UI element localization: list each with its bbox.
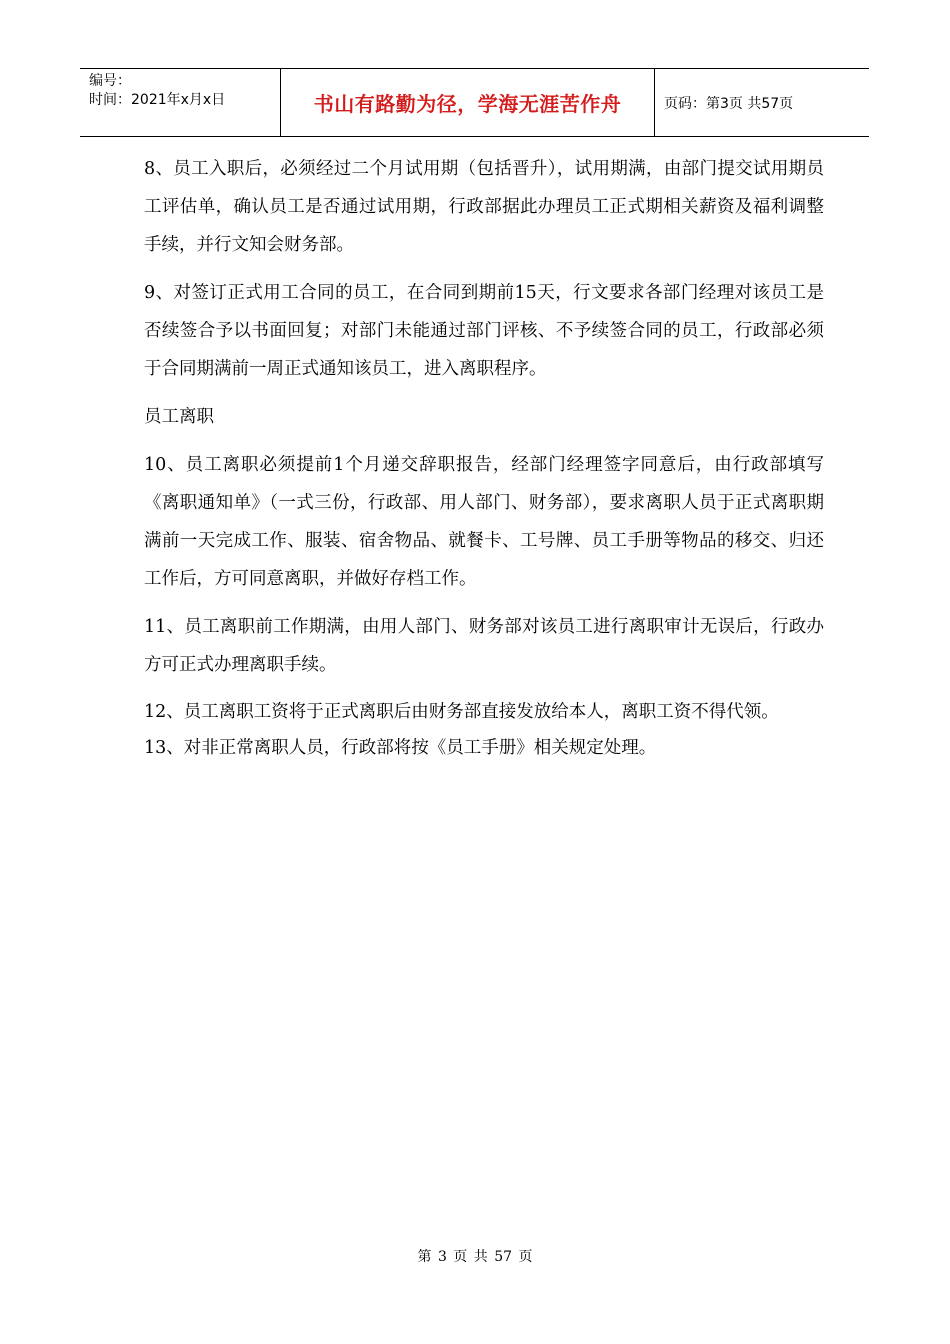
header-motto: 书山有路勤为径，学海无涯苦作舟: [281, 69, 655, 136]
paragraph-item-11: 11、员工离职前工作期满，由用人部门、财务部对该员工进行离职审计无误后，行政办方可正式办理离职手续。: [144, 617, 824, 675]
header-page-info: 页码：第3页 共57页: [664, 95, 794, 112]
page-footer: 第 3 页 共 57 页: [417, 1249, 533, 1265]
page-header: [80, 68, 869, 137]
document-number-label: 编号：: [89, 73, 131, 89]
section-heading-resignation: 员工离职: [144, 407, 214, 427]
paragraph-item-9: 9、对签订正式用工合同的员工，在合同到期前15天，行文要求各部门经理对该员工是否续签合予以书面回复；对部门未能通过部门评核、不予续签合同的员工，行政部必须于合同期满前一周正式通知该员工，进入离职程序。: [144, 283, 824, 379]
paragraph-item-8: 8、员工入职后，必须经过二个月试用期（包括晋升），试用期满，由部门提交试用期员工评估单，确认员工是否通过试用期，行政部据此办理员工正式期相关薪资及福利调整手续，并行文知会财务部。: [144, 159, 824, 255]
header-meta: [80, 69, 281, 136]
paragraph-item-13: 13、对非正常离职人员，行政部将按《员工手册》相关规定处理。: [144, 738, 657, 758]
document-date: 时间：2021年x月x日: [89, 92, 226, 108]
paragraph-item-12: 12、员工离职工资将于正式离职后由财务部直接发放给本人，离职工资不得代领。: [144, 702, 779, 722]
paragraph-item-10: 10、员工离职必须提前1个月递交辞职报告，经部门经理签字同意后，由行政部填写《离职通知单》（一式三份，行政部、用人部门、财务部），要求离职人员于正式离职期满前一天完成工作、服装、宿舍物品、就餐卡、工号牌、员工手册等物品的移交、归还工作后，方可同意离职，并做好存档工作。: [144, 455, 824, 589]
document-body: [144, 150, 824, 766]
